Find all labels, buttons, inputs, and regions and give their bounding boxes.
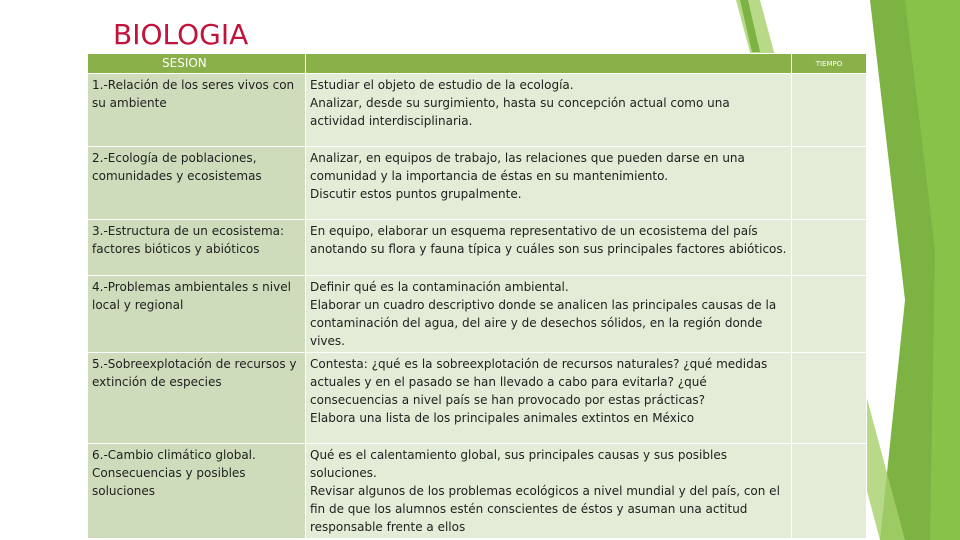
time-cell — [792, 353, 867, 444]
table-row — [88, 147, 867, 220]
session-cell: 4.-Problemas ambientales s nivel local y regional — [88, 276, 306, 353]
time-cell — [792, 147, 867, 220]
table-row — [88, 276, 867, 353]
activities-cell: Analizar, en equipos de trabajo, las relaciones que pueden darse en una comunidad y la importancia de éstas en su mantenimiento. Discutir estos puntos grupalmente. — [306, 147, 792, 220]
session-cell: 2.-Ecología de poblaciones, comunidades y ecosistemas — [88, 147, 306, 220]
header-activities — [306, 54, 792, 74]
time-cell — [792, 220, 867, 276]
header-tiempo: TIEMPO — [792, 54, 867, 74]
table-row — [88, 444, 867, 539]
table-row — [88, 74, 867, 147]
activities-cell: Estudiar el objeto de estudio de la ecología. Analizar, desde su surgimiento, hasta su concepción actual como una actividad interdisciplinaria. — [306, 74, 792, 147]
activities-cell: Definir qué es la contaminación ambiental. Elaborar un cuadro descriptivo donde se analicen las principales causas de la contaminación del agua, del aire y de desechos sólidos, en la región donde vives. — [306, 276, 792, 353]
time-cell — [792, 276, 867, 353]
activities-cell: Qué es el calentamiento global, sus principales causas y sus posibles soluciones. Revisar algunos de los problemas ecológicos a nivel mundial y del país, con el fin de que los alumnos estén conscientes de éstos y asuman una actitud responsable frente a ellos — [306, 444, 792, 539]
slide-title: BIOLOGIA — [113, 18, 249, 51]
schedule-table — [87, 53, 867, 539]
session-cell: 3.-Estructura de un ecosistema: factores bióticos y abióticos — [88, 220, 306, 276]
table-header-row — [88, 54, 867, 74]
table-row — [88, 220, 867, 276]
session-cell: 5.-Sobreexplotación de recursos y extinción de especies — [88, 353, 306, 444]
session-cell: 6.-Cambio climático global. Consecuencias y posibles soluciones — [88, 444, 306, 539]
time-cell — [792, 444, 867, 539]
time-cell — [792, 74, 867, 147]
table-row — [88, 353, 867, 444]
activities-cell: Contesta: ¿qué es la sobreexplotación de recursos naturales? ¿qué medidas actuales y en el pasado se han llevado a cabo para evitarla? ¿qué consecuencias a nivel país se han provocado por estas prácticas? Elabora una lista de los principales animales extintos en México — [306, 353, 792, 444]
session-cell: 1.-Relación de los seres vivos con su ambiente — [88, 74, 306, 147]
activities-cell: En equipo, elaborar un esquema representativo de un ecosistema del país anotando su flora y fauna típica y cuáles son sus principales factores abióticos. — [306, 220, 792, 276]
header-sesion: SESION — [88, 54, 306, 74]
